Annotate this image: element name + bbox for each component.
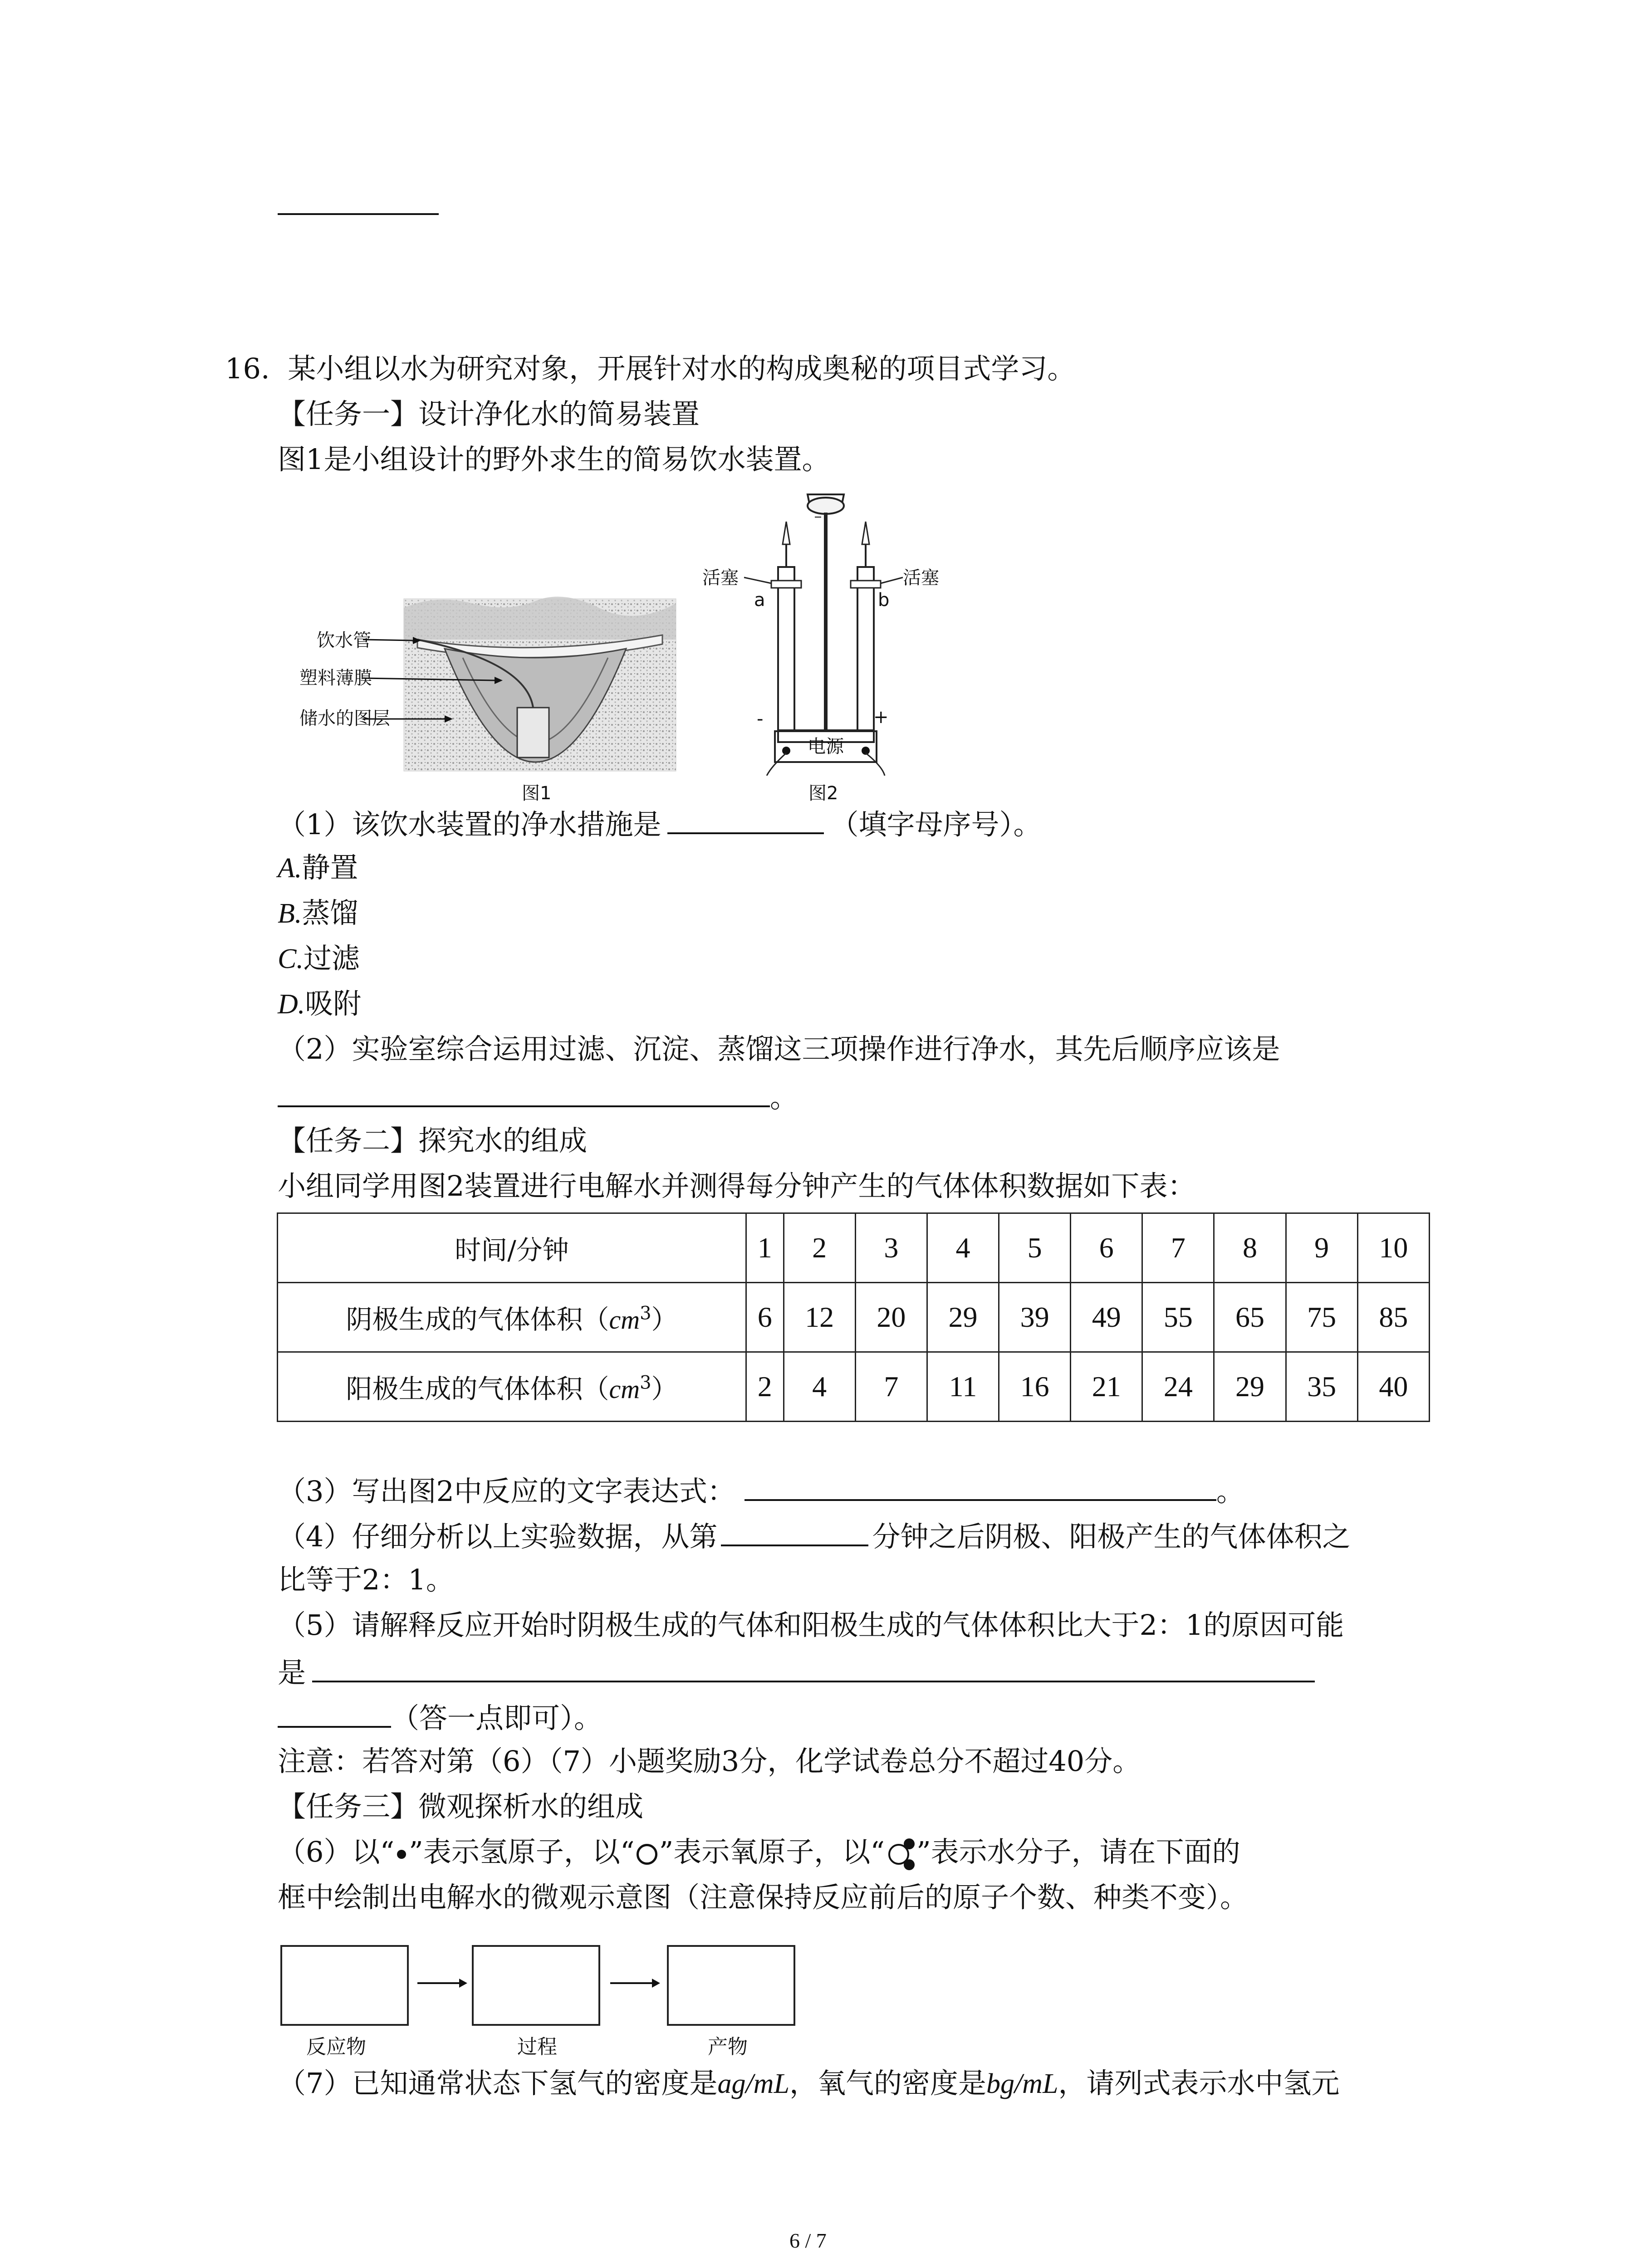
process-drawing-box[interactable] [472, 1945, 600, 2026]
task1-title: 【任务一】设计净化水的简易装置 [278, 397, 700, 430]
process-caption: 过程 [517, 2035, 557, 2058]
task2-title: 【任务二】探究水的组成 [278, 1124, 588, 1157]
option-b: B.蒸馏 [278, 896, 358, 929]
table-row-time [278, 1213, 1430, 1283]
table-cell: 4 [784, 1352, 855, 1422]
table-cell: 9 [1286, 1213, 1357, 1283]
table-cell: 39 [999, 1283, 1071, 1352]
fig2-plus-label: + [873, 707, 889, 728]
q5-line1: （5）请解释反应开始时阴极生成的气体和阳极生成的气体体积比大于2：1的原因可能 [278, 1608, 1344, 1642]
q5-answer-blank-2[interactable] [278, 1698, 391, 1728]
q2-end: 。 [770, 1081, 798, 1114]
table-row-anode [278, 1352, 1430, 1422]
arrow-right-icon [417, 1974, 467, 1992]
table-cell: 8 [1214, 1213, 1286, 1283]
q5-prefix: 是 [278, 1656, 306, 1689]
table-cell: 55 [1142, 1283, 1214, 1352]
q7: （7）已知通常状态下氢气的密度是ag/mL，氧气的密度是bg/mL，请列式表示水中氢元 [278, 2067, 1340, 2100]
q4-suffix: 分钟之后阴极、阳极产生的气体体积之 [872, 1520, 1351, 1553]
table-header-cathode: 阴极生成的气体体积$(cm^3)$ [278, 1283, 746, 1352]
reactant-drawing-box[interactable] [280, 1945, 409, 2026]
table-cell: 24 [1142, 1352, 1214, 1422]
q4-line2: 比等于2：1。 [278, 1563, 454, 1596]
q5-answer-blank-1[interactable] [312, 1652, 1315, 1682]
top-answer-line [278, 213, 439, 215]
bonus-note: 注意：若答对第（6）（7）小题奖励3分，化学试卷总分不超过40分。 [278, 1745, 1141, 1778]
table-cell: 7 [855, 1352, 927, 1422]
fig1-label-water-layer: 储水的图层 [299, 708, 390, 729]
q5-line3 [278, 1698, 602, 1736]
question-stem-text: 某小组以水为研究对象，开展针对水的构成奥秘的项目式学习。 [288, 352, 1076, 385]
q2-line2 [278, 1077, 798, 1116]
q4-prefix: （4）仔细分析以上实验数据，从第 [278, 1520, 718, 1553]
table-header-anode: 阳极生成的气体体积$(cm^3)$ [278, 1352, 746, 1422]
water-molecule-icon [885, 1838, 916, 1871]
q4-answer-blank[interactable] [721, 1516, 868, 1546]
table-cell: 6 [746, 1283, 784, 1352]
table-cell: 29 [927, 1283, 999, 1352]
table-cell: 40 [1357, 1352, 1429, 1422]
table-cell: 35 [1286, 1352, 1357, 1422]
table-cell: 12 [784, 1283, 855, 1352]
q5-suffix: （答一点即可）。 [391, 1701, 603, 1735]
q3-end: 。 [1216, 1475, 1244, 1508]
fig2-tube-a-label: a [754, 590, 765, 611]
q5-line2 [278, 1652, 1315, 1691]
product-caption: 产物 [708, 2035, 748, 2058]
fig2-valve-right-label: 活塞 [903, 567, 939, 588]
table-cell: 4 [927, 1213, 999, 1283]
q6-line2: 框中绘制出电解水的微观示意图（注意保持反应前后的原子个数、种类不变）。 [278, 1881, 1249, 1914]
q1-prefix: （1）该饮水装置的净水措施是 [278, 808, 661, 841]
fig1-caption: 图1 [522, 783, 552, 804]
table-cell: 10 [1357, 1213, 1429, 1283]
table-cell: 16 [999, 1352, 1071, 1422]
question-number: 16. [225, 352, 270, 385]
table-cell: 5 [999, 1213, 1071, 1283]
hydrogen-atom-icon [397, 1850, 406, 1859]
table-cell: 3 [855, 1213, 927, 1283]
table-cell: 75 [1286, 1283, 1357, 1352]
table-cell: 7 [1142, 1213, 1214, 1283]
table-cell: 6 [1071, 1213, 1142, 1283]
table-cell: 21 [1071, 1352, 1142, 1422]
q1 [278, 804, 1041, 843]
table-cell: 2 [746, 1352, 784, 1422]
task3-title: 【任务三】微观探析水的组成 [278, 1790, 644, 1823]
q4-line1 [278, 1516, 1350, 1555]
q2-answer-blank[interactable] [278, 1077, 770, 1107]
table-cell: 20 [855, 1283, 927, 1352]
q2-line1: （2）实验室综合运用过滤、沉淀、蒸馏这三项操作进行净水，其先后顺序应该是 [278, 1032, 1280, 1066]
fig2-tube-b-label: b [878, 590, 890, 611]
option-c: C.过滤 [278, 942, 360, 975]
table-header-time: 时间/分钟 [278, 1213, 746, 1283]
table-cell: 49 [1071, 1283, 1142, 1352]
arrow-right-icon [610, 1974, 660, 1992]
q1-suffix: （填字母序号）。 [830, 808, 1042, 841]
reactant-caption: 反应物 [306, 2035, 366, 2058]
option-d: D.吸附 [278, 987, 362, 1020]
oxygen-atom-icon [637, 1844, 657, 1865]
q3-prefix: （3）写出图2中反应的文字表达式： [278, 1475, 735, 1508]
q3 [278, 1471, 1244, 1510]
fig2-power-label: 电源 [808, 736, 844, 757]
table-cell: 2 [784, 1213, 855, 1283]
figure-1-survival-still [299, 590, 685, 798]
q3-answer-blank[interactable] [745, 1471, 1216, 1501]
product-drawing-box[interactable] [667, 1945, 795, 2026]
fig2-minus-label: - [757, 709, 764, 729]
table-cell: 85 [1357, 1283, 1429, 1352]
gas-volume-table [277, 1212, 1430, 1422]
fig1-label-plastic-film: 塑料薄膜 [299, 668, 372, 689]
fig2-caption: 图2 [808, 783, 838, 804]
table-cell: 1 [746, 1213, 784, 1283]
q6-line1: （6）以“ ”表示氢原子，以“ ”表示氧原子，以“ ”表示水分子，请在下面的 [278, 1834, 1240, 1871]
table-cell: 29 [1214, 1352, 1286, 1422]
q1-answer-blank[interactable] [667, 804, 824, 834]
fig1-intro: 图1是小组设计的野外求生的简易饮水装置。 [278, 443, 830, 476]
table-row-cathode [278, 1283, 1430, 1352]
table-cell: 65 [1214, 1283, 1286, 1352]
fig1-label-drinking-tube: 饮水管 [317, 630, 371, 651]
table-cell: 11 [927, 1352, 999, 1422]
fig2-power-supply [774, 730, 877, 763]
fig2-valve-left-label: 活塞 [702, 567, 739, 588]
table-intro: 小组同学用图2装置进行电解水并测得每分钟产生的气体体积数据如下表： [278, 1169, 1196, 1202]
page-number: 6 / 7 [789, 2229, 827, 2252]
option-a: A.静置 [278, 851, 358, 884]
question-stem [225, 351, 1075, 387]
